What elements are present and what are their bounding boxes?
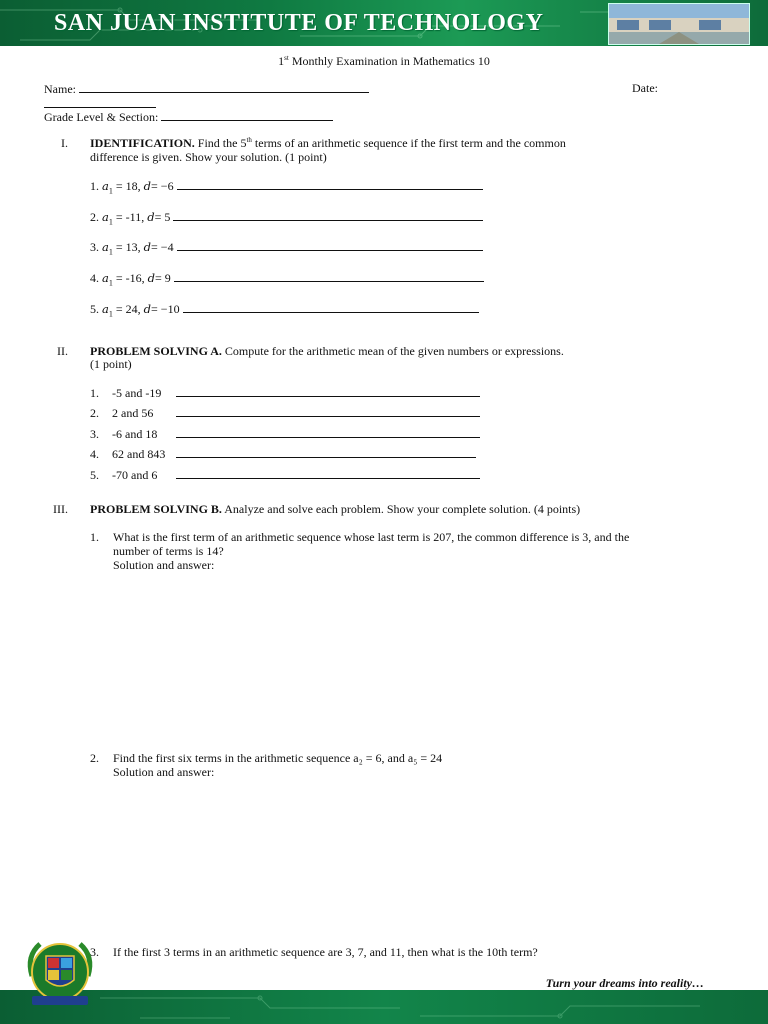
school-seal-icon: [22, 936, 98, 1010]
exam-title: 1st Monthly Examination in Mathematics 10: [278, 54, 490, 68]
grade-section-field[interactable]: [44, 109, 333, 125]
footer-banner: [0, 990, 768, 1024]
date-blank[interactable]: [44, 96, 156, 108]
part3-instructions: PROBLEM SOLVING B. Analyze and solve each problem. Show your complete solution. (4 points): [90, 502, 581, 516]
footer-tagline: Turn your dreams into reality…: [545, 976, 704, 990]
question-text: Find the first six terms in the arithmetic sequence a₂ = 6, and a₅ = 24: [113, 751, 443, 765]
part2-item: 4. 62 and 843: [90, 446, 476, 462]
part3-numeral: III.: [53, 502, 68, 516]
answer-blank[interactable]: [177, 239, 483, 251]
answer-blank[interactable]: [176, 446, 476, 458]
name-field[interactable]: [44, 81, 369, 97]
part2-instructions: PROBLEM SOLVING A. Compute for the arithmetic mean of the given numbers or expressions.: [90, 344, 564, 358]
part1-heading: IDENTIFICATION.: [90, 136, 195, 150]
solution-label: Solution and answer:: [113, 765, 215, 779]
part2-item: 2. 2 and 56: [90, 405, 480, 421]
part1-item: 2. $a_1 = -11$, d= 5: [90, 209, 483, 226]
answer-blank[interactable]: [176, 385, 480, 397]
part2-item: 5. -70 and 6: [90, 467, 480, 483]
part1-item: 4. $a_1 = -16$, d= 9: [90, 270, 484, 287]
part1-item: 3. $a_1 = 13$, d= −4: [90, 239, 483, 256]
answer-blank[interactable]: [176, 467, 480, 479]
question-text: number of terms is 14?: [113, 544, 224, 558]
part1-instructions-line2: difference is given. Show your solution. (1 point): [90, 150, 327, 164]
answer-blank[interactable]: [176, 426, 480, 438]
question-text: What is the first term of an arithmetic sequence whose last term is 207, the common difference is 3, and the: [113, 530, 630, 544]
part2-item: 1. -5 and -19: [90, 385, 480, 401]
name-label: Name:: [44, 82, 76, 96]
grade-section-label: Grade Level & Section:: [44, 110, 159, 124]
part2-heading: PROBLEM SOLVING A.: [90, 344, 222, 358]
part1-instructions: IDENTIFICATION. Find the 5th terms of an arithmetic sequence if the first term and the common: [90, 136, 566, 150]
part2-instructions-line2: (1 point): [90, 357, 132, 371]
part1-item: 5. $a_1 = 24$, d= −10: [90, 301, 479, 318]
answer-blank[interactable]: [173, 209, 483, 221]
answer-blank[interactable]: [183, 301, 479, 313]
grade-section-blank[interactable]: [161, 109, 333, 121]
name-blank[interactable]: [79, 81, 369, 93]
part1-numeral: I.: [61, 136, 68, 150]
answer-blank[interactable]: [174, 270, 484, 282]
question-number: 2.: [90, 751, 99, 765]
question-number: 1.: [90, 530, 99, 544]
solution-label: Solution and answer:: [113, 558, 215, 572]
school-name: SAN JUAN INSTITUTE OF TECHNOLOGY: [54, 10, 544, 36]
header-banner: [0, 0, 768, 46]
answer-blank[interactable]: [176, 405, 480, 417]
part2-item: 3. -6 and 18: [90, 426, 480, 442]
part2-numeral: II.: [57, 344, 68, 358]
date-label: Date:: [632, 81, 658, 95]
campus-photo: [608, 3, 750, 45]
circuit-pattern-icon: [0, 990, 768, 1024]
part1-item: 1. $a_1 = 18$, d= −6: [90, 178, 483, 195]
question-text: If the first 3 terms in an arithmetic sequence are 3, 7, and 11, then what is the 10th term?: [113, 945, 538, 959]
question-number: 3.: [90, 945, 99, 959]
answer-blank[interactable]: [177, 178, 483, 190]
part3-heading: PROBLEM SOLVING B.: [90, 502, 222, 516]
